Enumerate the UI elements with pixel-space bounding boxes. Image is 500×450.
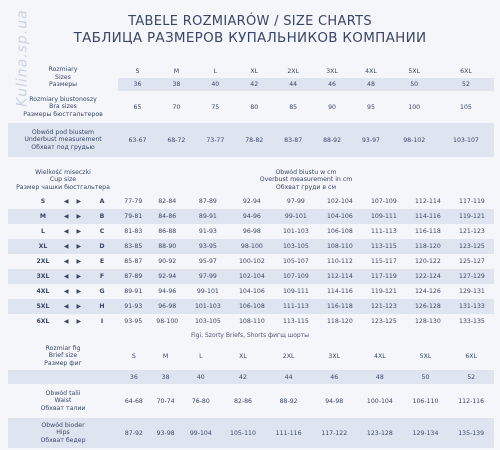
underbust-cell: 93-97 <box>362 136 380 144</box>
size-cell: S <box>135 67 140 75</box>
overbust-cell: 94-96 <box>158 288 177 295</box>
overbust-cell: 84-86 <box>158 213 177 220</box>
row-size-label: M <box>39 213 47 220</box>
cup-row-label <box>8 314 118 329</box>
overbust-cell: 116-118 <box>414 228 441 235</box>
row-cup-label: C <box>99 228 105 235</box>
underbust-cell: 103-107 <box>453 136 479 144</box>
overbust-cell: 113-115 <box>370 243 397 250</box>
bra-num-cell: 52 <box>462 81 470 88</box>
left-right-arrows-icon: ◀ ▶ <box>63 273 85 280</box>
label-line: Обхват талии <box>40 404 86 412</box>
table1-cups-row <box>8 91 494 123</box>
cup-row <box>8 224 494 239</box>
underbust-cell: 73-77 <box>206 136 225 144</box>
brief-num-cell: 48 <box>375 373 384 381</box>
overbust-cell: 82-84 <box>158 198 177 205</box>
row-size-label: XL <box>38 243 48 250</box>
brief-num-cell: 36 <box>129 373 138 381</box>
overbust-cell: 101-103 <box>194 303 221 310</box>
overbust-cell: 124-126 <box>414 288 441 295</box>
table1-underbust-label <box>8 123 118 157</box>
left-right-arrows-icon: ◀ ▶ <box>63 213 85 220</box>
waist-cell: 82-86 <box>233 397 252 405</box>
row-cup-label: G <box>99 288 105 295</box>
cup-row <box>8 269 494 284</box>
overbust-cell: 111-113 <box>282 303 309 310</box>
table3-hips-row <box>8 418 494 448</box>
brief-num-cell: 42 <box>239 373 247 381</box>
cup-row-label <box>8 254 118 269</box>
table3-sizes-row <box>8 342 494 370</box>
overbust-cell: 112-114 <box>414 198 441 205</box>
brief-size-cell: L <box>199 352 203 360</box>
overbust-cell: 104-106 <box>326 213 353 220</box>
label-line: Bra sizes <box>49 103 77 111</box>
waist-cell: 112-116 <box>458 397 485 405</box>
hips-cell: 99-104 <box>189 429 212 437</box>
bra-size-cell: 80 <box>250 103 259 111</box>
cup-row <box>8 209 494 224</box>
overbust-cell: 121-123 <box>370 303 397 310</box>
overbust-cell: 133-135 <box>459 318 485 325</box>
row-cup-label: F <box>99 273 105 280</box>
overbust-cell: 89-91 <box>198 213 217 220</box>
brief-size-cell: 2XL <box>282 352 295 360</box>
bra-num-cell: 42 <box>250 81 259 88</box>
label-line: Размеры <box>48 81 78 89</box>
overbust-cell: 83-85 <box>124 243 143 250</box>
bra-num-cell: 40 <box>211 81 220 88</box>
brief-size-cell: 5XL <box>419 352 432 360</box>
row-size-label: 2XL <box>36 258 50 265</box>
table3-nums-row <box>8 370 494 384</box>
overbust-cell: 107-109 <box>370 198 397 205</box>
bra-num-cell: 36 <box>133 81 142 88</box>
overbust-cell: 123-125 <box>459 243 485 250</box>
overbust-cell: 87-89 <box>124 273 143 280</box>
table2-overbust-label <box>118 166 494 194</box>
left-right-arrows-icon: ◀ ▶ <box>63 243 85 250</box>
label-line: Overbust measurement in cm <box>259 176 353 184</box>
label-line: Обхват груди в см <box>275 183 337 191</box>
size-cell: 6XL <box>460 67 472 75</box>
brief-size-table <box>8 342 494 448</box>
overbust-cell: 91-93 <box>124 303 143 310</box>
overbust-cell: 123-125 <box>370 318 397 325</box>
brief-size-cell: M <box>162 352 169 360</box>
label-line: Размер фиг <box>44 359 82 367</box>
cup-row-label <box>8 224 118 239</box>
overbust-cell: 106-108 <box>238 303 265 310</box>
bra-size-cell: 105 <box>460 103 472 111</box>
bra-size-table <box>8 64 494 157</box>
bra-size-cell: 70 <box>172 103 181 111</box>
left-right-arrows-icon: ◀ ▶ <box>63 288 85 295</box>
label-line: Waist <box>54 397 72 405</box>
overbust-cell: 88-90 <box>158 243 177 250</box>
label-line: Obwód talii <box>45 389 81 397</box>
left-right-arrows-icon: ◀ ▶ <box>63 228 85 235</box>
waist-cell: 100-104 <box>366 397 393 405</box>
row-size-label: 3XL <box>36 273 50 280</box>
overbust-cell: 118-120 <box>326 318 353 325</box>
waist-cell: 94-98 <box>325 397 344 405</box>
waist-cell: 64-68 <box>124 397 143 405</box>
hips-cell: 123-128 <box>366 429 393 437</box>
overbust-cell: 89-91 <box>124 288 143 295</box>
bra-size-cell: 75 <box>211 103 220 111</box>
size-cell: 2XL <box>287 67 299 75</box>
overbust-cell: 115-117 <box>370 258 397 265</box>
overbust-cell: 93-95 <box>124 318 143 325</box>
overbust-cell: 99-101 <box>284 213 307 220</box>
cup-row-label <box>8 269 118 284</box>
label-line: Sizes <box>55 73 71 81</box>
brief-num-cell: 50 <box>421 373 430 381</box>
label-line: Rozmiar fig <box>45 344 81 352</box>
overbust-cell: 93-95 <box>198 243 217 250</box>
overbust-cell: 119-121 <box>370 288 397 295</box>
label-line: Обхват под грудью <box>31 143 95 151</box>
row-cup-label: D <box>99 243 105 250</box>
title-size-charts: TABELE ROZMIARÓW / SIZE CHARTS <box>128 14 372 29</box>
bra-size-cell: 90 <box>328 103 336 111</box>
underbust-cell: 78-82 <box>245 136 264 144</box>
cup-row <box>8 299 494 314</box>
row-size-label: 6XL <box>36 318 50 325</box>
overbust-cell: 120-122 <box>414 258 441 265</box>
overbust-cell: 105-107 <box>282 258 309 265</box>
label-line: Rozmiary biustonoszy <box>29 95 97 103</box>
table1-underbust-row <box>8 123 494 157</box>
label-line: Размер чашки бюстгальтера <box>16 183 110 191</box>
overbust-cell: 79-81 <box>124 213 143 220</box>
overbust-cell: 121-123 <box>459 228 485 235</box>
overbust-cell: 108-110 <box>326 243 353 250</box>
brief-num-cell: 52 <box>467 373 476 381</box>
bra-num-cell: 50 <box>410 81 419 88</box>
cup-row <box>8 194 494 209</box>
overbust-cell: 116-118 <box>326 303 353 310</box>
cup-row-label <box>8 239 118 254</box>
watermark: Kulina.sp.ua <box>14 9 31 107</box>
cup-row-label <box>8 209 118 224</box>
overbust-cell: 101-103 <box>282 228 309 235</box>
brief-size-cell: S <box>131 352 136 360</box>
left-right-arrows-icon: ◀ ▶ <box>63 318 85 325</box>
overbust-cell: 111-113 <box>370 228 397 235</box>
left-right-arrows-icon: ◀ ▶ <box>63 258 85 265</box>
row-size-label: S <box>40 198 46 205</box>
brief-num-cell: 38 <box>161 373 170 381</box>
overbust-cell: 81-83 <box>124 228 143 235</box>
bra-size-cell: 100 <box>408 103 421 111</box>
hips-cell: 87-92 <box>124 429 143 437</box>
overbust-cell: 113-115 <box>282 318 309 325</box>
label-line: Обхват бедер <box>40 436 86 444</box>
size-cell: M <box>173 67 180 75</box>
underbust-cell: 68-72 <box>167 136 186 144</box>
cup-row <box>8 284 494 299</box>
overbust-cell: 117-119 <box>459 198 485 205</box>
bra-num-cell: 38 <box>172 81 181 88</box>
table2-header-row <box>8 166 494 194</box>
waist-cell: 70-74 <box>156 397 175 405</box>
bra-num-cell: 46 <box>328 81 336 88</box>
row-size-label: 5XL <box>36 303 50 310</box>
hips-cell: 105-110 <box>230 429 256 437</box>
overbust-cell: 128-130 <box>414 318 441 325</box>
hips-cell: 93-98 <box>156 429 175 437</box>
row-size-label: L <box>41 228 45 235</box>
underbust-cell: 98-102 <box>403 136 426 144</box>
brief-size-cell: 4XL <box>374 352 386 360</box>
overbust-cell: 103-105 <box>282 243 309 250</box>
cup-row <box>8 314 494 329</box>
overbust-cell: 127-129 <box>459 273 485 280</box>
overbust-cell: 98-100 <box>156 318 179 325</box>
table2-cup-label <box>8 166 118 194</box>
overbust-cell: 122-124 <box>414 273 441 280</box>
bra-size-cell: 65 <box>133 103 142 111</box>
brief-size-cell: XL <box>239 352 247 360</box>
overbust-cell: 114-116 <box>326 288 353 295</box>
overbust-cell: 114-116 <box>414 213 441 220</box>
size-cell: 3XL <box>326 67 338 75</box>
overbust-cell: 94-96 <box>242 213 261 220</box>
brief-num-cell: 44 <box>284 373 293 381</box>
overbust-cell: 131-133 <box>459 303 485 310</box>
overbust-cell: 98-100 <box>240 243 263 250</box>
label-line: Obwód bioder <box>41 421 85 429</box>
bra-num-cell: 44 <box>289 81 298 88</box>
overbust-cell: 100-102 <box>238 258 265 265</box>
table1-sizes-row <box>8 64 494 78</box>
label-line: Underbust measurement <box>24 136 102 144</box>
cup-row-label <box>8 194 118 209</box>
overbust-cell: 77-79 <box>124 198 143 205</box>
table3-size-label <box>8 342 118 370</box>
overbust-cell: 108-110 <box>238 318 265 325</box>
overbust-cell: 97-99 <box>286 198 305 205</box>
underbust-cell: 63-67 <box>128 136 147 144</box>
size-cell: XL <box>250 67 259 75</box>
table1-bra-label <box>8 91 118 123</box>
label-line: Размеры бюстгальтеров <box>23 110 103 118</box>
overbust-cell: 95-97 <box>198 258 217 265</box>
row-cup-label: H <box>99 303 105 310</box>
overbust-cell: 103-105 <box>194 318 221 325</box>
row-cup-label: E <box>99 258 105 265</box>
cup-row-label <box>8 284 118 299</box>
left-right-arrows-icon: ◀ ▶ <box>63 303 85 310</box>
bra-size-cell: 95 <box>367 103 375 111</box>
cup-row-label <box>8 299 118 314</box>
overbust-cell: 85-87 <box>124 258 143 265</box>
overbust-cell: 99-101 <box>196 288 219 295</box>
hips-cell: 129-134 <box>412 429 439 437</box>
overbust-cell: 106-108 <box>326 228 353 235</box>
overbust-cell: 86-88 <box>158 228 177 235</box>
overbust-cell: 107-109 <box>282 273 309 280</box>
underbust-cell: 88-92 <box>323 136 342 144</box>
overbust-cell: 87-89 <box>198 198 217 205</box>
label-line: Wielkość miseczki <box>35 168 91 176</box>
waist-cell: 76-80 <box>191 397 210 405</box>
overbust-cell: 102-104 <box>326 198 353 205</box>
label-line: Brief size <box>48 352 78 360</box>
overbust-cell: 129-131 <box>459 288 485 295</box>
table3-waist-label <box>8 384 118 418</box>
empty-cell <box>8 370 118 384</box>
table1-sizes-label <box>8 64 118 91</box>
bra-num-cell: 48 <box>367 81 375 88</box>
row-cup-label: B <box>99 213 105 220</box>
overbust-cell: 90-92 <box>158 258 177 265</box>
hips-cell: 117-122 <box>321 429 348 437</box>
brief-num-cell: 40 <box>196 373 205 381</box>
overbust-cell: 112-114 <box>326 273 353 280</box>
row-cup-label: I <box>100 318 104 325</box>
overbust-cell: 119-121 <box>459 213 485 220</box>
bra-size-cell: 85 <box>289 103 298 111</box>
underbust-cell: 83-87 <box>284 136 303 144</box>
label-line: Rozmiary <box>48 66 78 74</box>
cup-size-table <box>8 166 494 329</box>
row-size-label: 4XL <box>36 288 50 295</box>
overbust-cell: 109-111 <box>370 213 397 220</box>
overbust-cell: 102-104 <box>238 273 265 280</box>
cup-row <box>8 239 494 254</box>
cup-row <box>8 254 494 269</box>
overbust-cell: 92-94 <box>158 273 177 280</box>
overbust-cell: 118-120 <box>414 243 441 250</box>
waist-cell: 88-92 <box>279 397 298 405</box>
overbust-cell: 125-127 <box>459 258 485 265</box>
overbust-cell: 91-93 <box>198 228 217 235</box>
hips-cell: 135-139 <box>458 429 485 437</box>
overbust-cell: 96-98 <box>158 303 177 310</box>
brief-size-cell: 3XL <box>328 352 341 360</box>
brief-size-cell: 6XL <box>465 352 477 360</box>
overbust-cell: 96-98 <box>242 228 261 235</box>
row-cup-label: A <box>99 198 105 205</box>
label-line: Obwód biustu w cm <box>275 168 337 176</box>
table3-waist-row <box>8 384 494 418</box>
overbust-cell: 110-112 <box>326 258 353 265</box>
label-line: Obwód pod biustem <box>31 128 95 136</box>
waist-cell: 106-110 <box>412 397 439 405</box>
table3-hips-label <box>8 418 118 448</box>
hips-cell: 111-116 <box>275 429 302 437</box>
overbust-cell: 97-99 <box>198 273 217 280</box>
label-line: Cup size <box>49 176 77 184</box>
brief-num-cell: 46 <box>330 373 339 381</box>
size-cell: L <box>213 67 218 75</box>
size-cell: 4XL <box>365 67 377 75</box>
size-cell: 5XL <box>408 67 420 75</box>
briefs-caption: Figi, Szorty Briefs, Shorts фигщ шорты <box>191 332 309 339</box>
left-right-arrows-icon: ◀ ▶ <box>63 198 85 205</box>
overbust-cell: 92-94 <box>242 198 261 205</box>
overbust-cell: 126-128 <box>414 303 441 310</box>
overbust-cell: 104-106 <box>238 288 265 295</box>
label-line: Hips <box>56 429 70 437</box>
title-russian: ТАБЛИЦА РАЗМЕРОВ КУПАЛЬНИКОВ КОМПАНИИ <box>73 30 427 46</box>
overbust-cell: 109-111 <box>282 288 309 295</box>
overbust-cell: 117-119 <box>370 273 397 280</box>
